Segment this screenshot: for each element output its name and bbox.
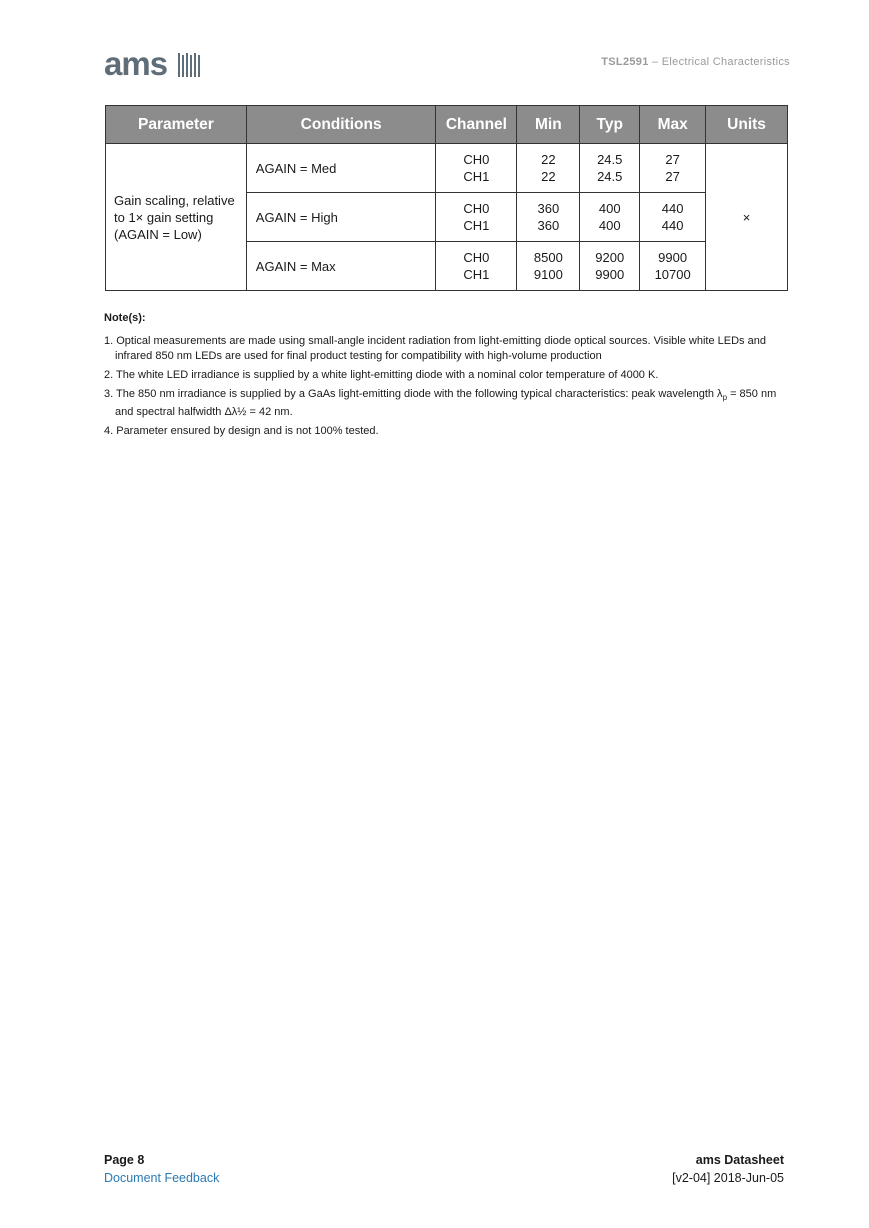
ams-logo [104,50,204,78]
condition-cell: AGAIN = Max [246,242,436,291]
condition-cell: AGAIN = Med [246,144,436,193]
channel-cell: CH0 CH1 [436,144,517,193]
min-cell: 8500 9100 [517,242,580,291]
table-row [106,144,788,193]
min-cell: 22 22 [517,144,580,193]
units-cell: × [706,144,788,291]
header-typ: Typ [580,106,640,144]
section-name: Electrical Characteristics [661,56,790,68]
notes-section [104,311,788,443]
note-item: 1. Optical measurements are made using small-angle incident radiation from light-emitting diode optical sources. Visible white LEDs and infrared 850 nm LEDs are used for final product testing for compatibility with high-volume production [104,335,766,362]
header-min: Min [517,106,580,144]
parameter-line: Gain scaling, relative [114,192,235,208]
max-cell: 9900 10700 [640,242,706,291]
note-item: 2. The white LED irradiance is supplied by a white light-emitting diode with a nominal color temperature of 4000 K. [104,369,659,381]
typ-cell: 400 400 [580,193,640,242]
typ-cell: 9200 9900 [580,242,640,291]
gain-scaling-table [105,105,788,291]
parameter-line: to 1× gain setting [114,209,214,225]
header-channel: Channel [436,106,517,144]
version-label: [v2-04] 2018-Jun-05 [672,1171,784,1185]
footer-right [672,1151,784,1187]
header-max: Max [640,106,706,144]
footer-left [104,1151,219,1187]
note-item: 3. The 850 nm irradiance is supplied by a GaAs light-emitting diode with the following typical characteristics: peak wavelength $\lambda_p = 850$ nm and spectral halfwidth Δλ½ = 42 nm. [104,388,777,418]
page-number: Page 8 [104,1153,145,1167]
product-name: TSL2591 [601,56,649,68]
header-parameter: Parameter [106,106,247,144]
table-header-row [106,106,788,144]
header-separator: – [648,56,662,68]
header-units: Units [706,106,788,144]
note-item: 4. Parameter ensured by design and is not 100% tested. [104,425,379,437]
max-cell: 440 440 [640,193,706,242]
header-conditions: Conditions [246,106,436,144]
channel-cell: CH0 CH1 [436,193,517,242]
condition-cell: AGAIN = High [246,193,436,242]
max-cell: 27 27 [640,144,706,193]
document-feedback-link[interactable]: Document Feedback [104,1171,220,1185]
min-cell: 360 360 [517,193,580,242]
svg-text:ams: ams [104,50,168,78]
typ-cell: 24.5 24.5 [580,144,640,193]
notes-title: Note(s): [104,312,146,324]
parameter-line: (AGAIN = Low) [114,226,202,242]
channel-cell: CH0 CH1 [436,242,517,291]
parameter-cell [106,144,247,291]
datasheet-label: ams Datasheet [695,1153,784,1167]
header-title [601,56,790,68]
